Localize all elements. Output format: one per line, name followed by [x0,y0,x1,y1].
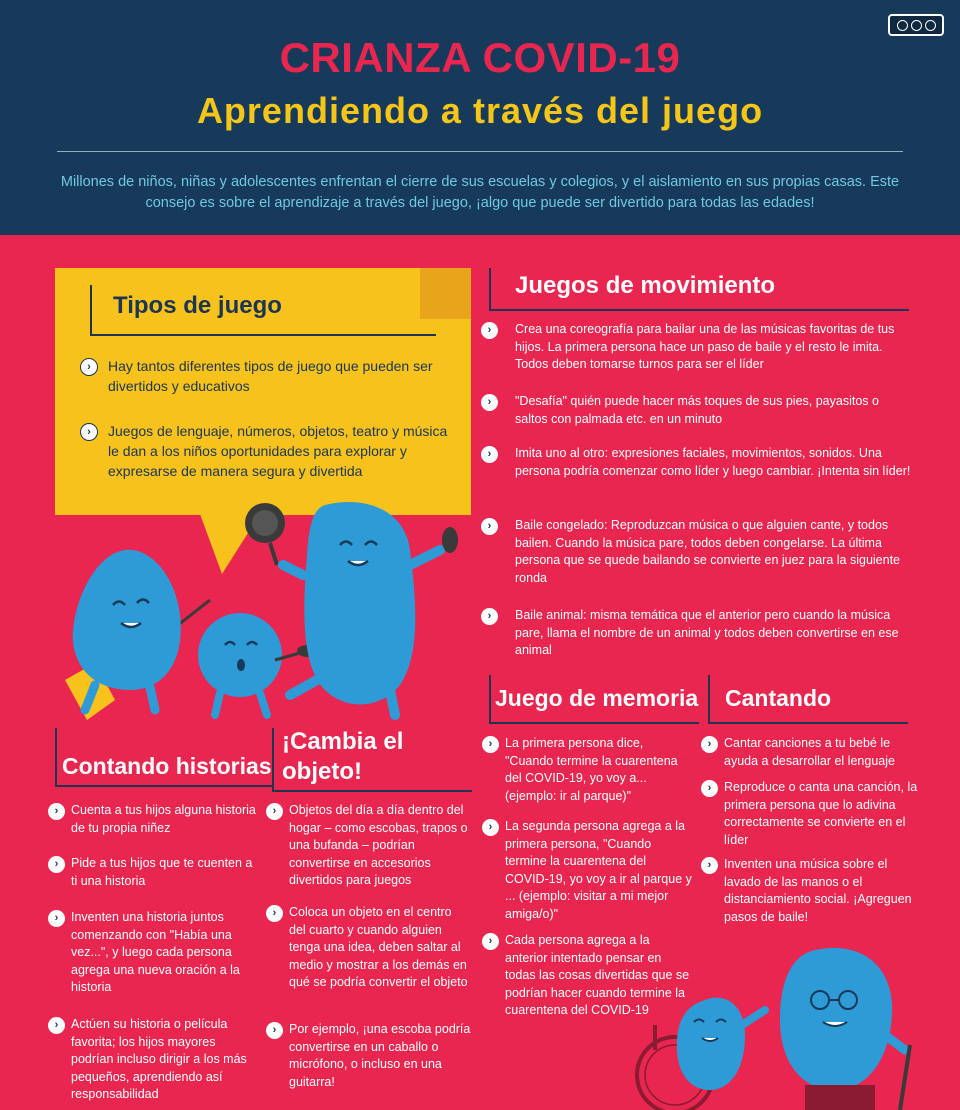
list-item: › Juegos de lenguaje, números, objetos, teatro y música le dan a los niños oportunidades para explorar y expresarse de manera segura y divertida [80,421,455,481]
chevron-right-icon: › [80,358,98,376]
divider [489,675,491,723]
section-title-objeto: ¡Cambia el objeto! [282,728,404,785]
list-item: › Baile congelado: Reproduzcan música o que alguien cante, y todos bailen. Cuando la música pare, todos deben congelarse. La última persona que se quede bailando se convierte en juez para la siguiente ronda [481,517,911,587]
chevron-right-icon: › [481,394,498,411]
divider [55,728,57,786]
section-title-tipos: Tipos de juego [113,292,282,319]
page-title: CRIANZA COVID-19 [279,34,681,81]
list-item: › La primera persona dice, "Cuando termine la cuarentena del COVID-19, yo voy a... (ejemplo: ir al parque)" [482,735,692,805]
creative-commons-icon [888,14,944,36]
divider [90,334,436,336]
chevron-right-icon: › [266,1022,283,1039]
list-item: › Cuenta a tus hijos alguna historia de tu propia niñez [48,802,258,837]
chevron-right-icon: › [48,856,65,873]
chevron-right-icon: › [266,905,283,922]
divider [489,268,491,310]
list-item: › Imita uno al otro: expresiones faciales, movimientos, sonidos. Una persona podría comenzar como líder y luego cambiar. ¡Intenta sin líder! [481,445,911,480]
chevron-right-icon: › [481,446,498,463]
list-item: › La segunda persona agrega a la primera persona, "Cuando termine la cuarentena del COVID-19, yo voy a ir al parque y ... (ejemplo: visitar a mi mejor amiga/o)" [482,818,692,923]
list-item: › Cada persona agrega a la anterior intentado pensar en todas las cosas divertidas que se podrían hacer cuando termine la cuarentena del COVID-19 [482,932,692,1020]
chevron-right-icon: › [481,518,498,535]
intro-text: Millones de niños, niñas y adolescentes enfrentan el cierre de sus escuelas y colegios, y el aislamiento en sus propias casas. Este consejo es sobre el aprendizaje a través del juego, ¡algo que puede ser divertido para todas las edades! [60,174,900,211]
chevron-right-icon: › [48,1017,65,1034]
family-playing-illustration [55,495,475,730]
divider [708,722,908,724]
list-item: › Crea una coreografía para bailar una de las músicas favoritas de tus hijos. La primera persona hace un paso de baile y el resto le imita. Todos deben tomarse turnos para ser el líder [481,321,911,374]
page-subtitle: Aprendiendo a través del juego [196,90,764,131]
chevron-right-icon: › [701,780,718,797]
list-item: › Pide a tus hijos que te cuenten a ti una historia [48,855,258,890]
divider [489,722,699,724]
divider [272,728,274,791]
chevron-right-icon: › [48,910,65,927]
list-item: › "Desafía" quién puede hacer más toques de sus pies, payasitos o saltos con palmada etc. en un minuto [481,393,911,428]
header [0,0,960,235]
callout-fold [420,268,471,319]
chevron-right-icon: › [482,736,499,753]
divider [708,675,710,723]
chevron-right-icon: › [481,322,498,339]
list-item: › Reproduce o canta una canción, la primera persona que lo adivina correctamente se convierte en el líder [701,779,921,849]
chevron-right-icon: › [482,819,499,836]
section-title-historias: Contando historias [62,753,272,779]
section-title-memoria: Juego de memoria [495,685,699,711]
divider [57,151,903,152]
section-title-movimiento: Juegos de movimiento [515,272,776,299]
section-title-cantando: Cantando [725,685,832,711]
divider [55,785,273,787]
list-item: › Hay tantos diferentes tipos de juego que pueden ser divertidos y educativos [80,356,455,396]
list-item: › Cantar canciones a tu bebé le ayuda a desarrollar el lenguaje [701,735,921,770]
grandparents-illustration [620,940,950,1110]
chevron-right-icon: › [482,933,499,950]
divider [272,790,472,792]
list-item: › Actúen su historia o película favorita; los hijos mayores podrían incluso dirigir a los más pequeños, aprendiendo así responsabilidad [48,1016,258,1104]
chevron-right-icon: › [80,423,98,441]
divider [489,309,909,311]
list-item: › Inventen una historia juntos comenzando con "Había una vez...", y luego cada persona agrega una nueva oración a la historia [48,909,258,997]
chevron-right-icon: › [266,803,283,820]
chevron-right-icon: › [701,736,718,753]
divider [90,285,92,335]
list-item: › Coloca un objeto en el centro del cuarto y cuando alguien tenga una idea, deben saltar al medio y mostrar a los demás en qué se podría convertir el objeto [266,904,471,992]
chevron-right-icon: › [701,857,718,874]
list-item: › Baile animal: misma temática que el anterior pero cuando la música pare, llama el nombre de un animal y todos deben convertirse en ese animal [481,607,911,660]
chevron-right-icon: › [481,608,498,625]
list-item: › Objetos del día a día dentro del hogar – como escobas, trapos o una bufanda – podrían convertirse en accesorios divertidos para juegos [266,802,471,890]
chevron-right-icon: › [48,803,65,820]
list-item: › Por ejemplo, ¡una escoba podría convertirse en un caballo o micrófono, o incluso en una guitarra! [266,1021,471,1091]
list-item: › Inventen una música sobre el lavado de las manos o el distanciamiento social. ¡Agreguen pasos de baile! [701,856,921,926]
